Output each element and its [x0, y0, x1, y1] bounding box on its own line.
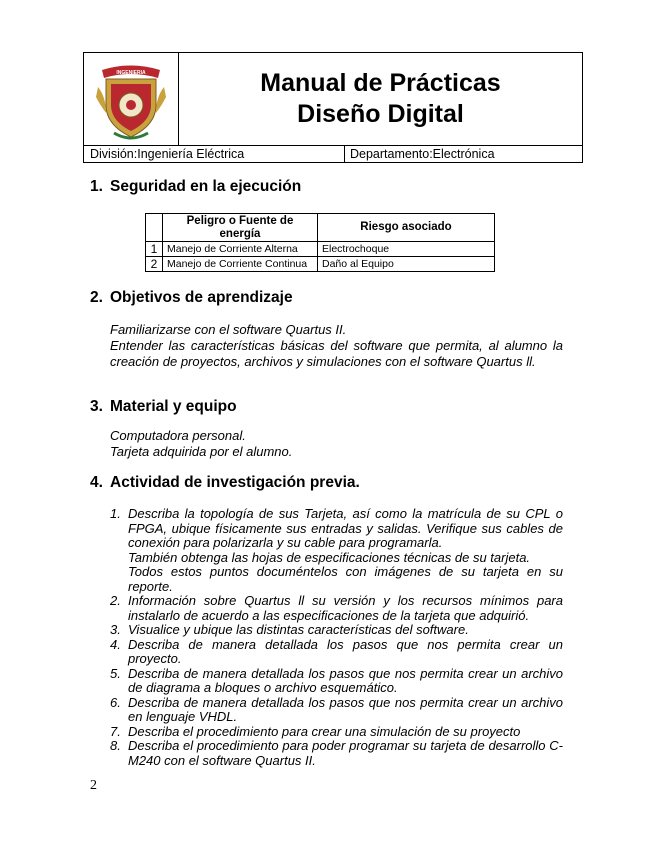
- objectives-text: [110, 322, 563, 370]
- section-heading-2: 2. Objetivos de aprendizaje: [90, 289, 293, 306]
- table-row: [146, 257, 495, 272]
- page-number: 2: [90, 778, 97, 793]
- associated-risk: Daño al Equipo: [318, 257, 495, 272]
- info-separator: [344, 146, 345, 163]
- material-text: [110, 428, 563, 460]
- table-header-cell: [146, 214, 163, 242]
- course-title: Diseño Digital: [297, 100, 464, 128]
- material-line: Computadora personal.: [110, 428, 246, 443]
- engineering-shield-logo: [84, 53, 179, 145]
- list-item: 4. Describa de manera detallada los pasos que nos permita crear un proyecto.: [110, 636, 563, 666]
- list-item: 2. Información sobre Quartus ll su versión y los recursos mínimos para instalarlo de acuerdo a las especificaciones de la tarjeta que adquirió.: [110, 593, 563, 623]
- hazard-source: Manejo de Corriente Alterna: [163, 242, 318, 257]
- title-cell: [179, 53, 582, 145]
- objective-line: Entender las características básicas del software que permita, al alumno la creación de proyectos, archivos y simulaciones con el software Quartus ll.: [110, 338, 563, 369]
- list-item: 3. Visualice y ubique las distintas características del software.: [110, 622, 469, 637]
- section-heading-3: 3. Material y equipo: [90, 398, 237, 415]
- safety-table: [145, 213, 495, 272]
- list-item: 1. Describa la topología de sus Tarjeta, así como la matrícula de su CPL o FPGA, ubique físicamente sus entradas y salidas. Verifique sus cables de conexión para polarizarla y su cable para programarla. También obtenga las hojas de especificaciones técnicas de su tarjeta. Todos estos puntos documéntelos con imágenes de su tarjeta en su reporte.: [110, 506, 563, 594]
- material-line: Tarjeta adquirida por el alumno.: [110, 444, 293, 459]
- info-row: [84, 145, 582, 163]
- department-label: Departamento:Electrónica: [350, 147, 495, 161]
- logo-cell: [84, 53, 179, 145]
- table-row: [146, 242, 495, 257]
- objective-line: Familiarizarse con el software Quartus II.: [110, 322, 347, 337]
- associated-risk: Electrochoque: [318, 242, 495, 257]
- section-heading-1: 1. Seguridad en la ejecución: [90, 178, 302, 195]
- list-item: 7. Describa el procedimiento para crear una simulación de su proyecto: [110, 723, 521, 739]
- list-item: 5. Describa de manera detallada los pasos que nos permita crear un archivo de diagrama a bloques o archivo esquemático.: [110, 665, 563, 695]
- table-header-cell: Riesgo asociado: [318, 214, 495, 242]
- manual-title: Manual de Prácticas: [260, 69, 501, 97]
- table-header-cell: Peligro o Fuente de energía: [163, 214, 318, 242]
- list-item: 6. Describa de manera detallada los pasos que nos permita crear un archivo en lenguaje VHDL.: [110, 694, 563, 724]
- hazard-source: Manejo de Corriente Continua: [163, 257, 318, 272]
- activity-list: [110, 507, 563, 768]
- table-header-row: [146, 214, 495, 242]
- document-header: [83, 52, 583, 163]
- division-label: División:Ingeniería Eléctrica: [90, 147, 245, 161]
- row-number: 2: [146, 257, 163, 272]
- svg-text:INGENIERIA: INGENIERIA: [116, 70, 146, 76]
- section-heading-4: 4. Actividad de investigación previa.: [90, 474, 360, 491]
- row-number: 1: [146, 242, 163, 257]
- list-item: 8. Describa el procedimiento para poder programar su tarjeta de desarrollo C-M240 con el software Quartus II.: [110, 738, 563, 768]
